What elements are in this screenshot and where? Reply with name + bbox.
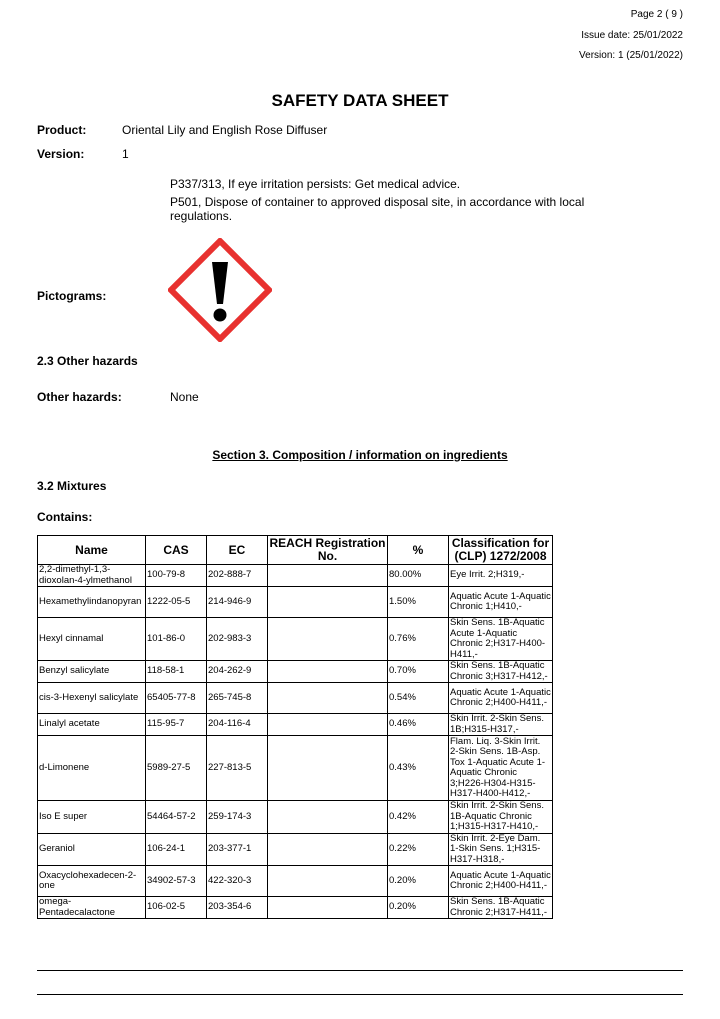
cell-percent: 0.20%	[388, 897, 449, 919]
table-row	[38, 897, 553, 919]
table-row	[38, 661, 553, 683]
cell-ec: 204-262-9	[207, 661, 268, 683]
col-header-ec: EC	[207, 536, 268, 565]
cell-name: Iso E super	[38, 801, 146, 834]
cell-cas: 54464-57-2	[146, 801, 207, 834]
other-hazards-label: Other hazards:	[37, 390, 122, 404]
version-value: 1	[122, 147, 129, 161]
table-row	[38, 683, 553, 714]
cell-name: Benzyl salicylate	[38, 661, 146, 683]
cell-percent: 0.22%	[388, 833, 449, 866]
col-header-cas: CAS	[146, 536, 207, 565]
cell-classification: Eye Irrit. 2;H319,-	[449, 565, 553, 587]
cell-ec: 227-813-5	[207, 736, 268, 801]
cell-percent: 0.70%	[388, 661, 449, 683]
table-row	[38, 801, 553, 834]
footer-rule-top	[37, 970, 683, 971]
cell-name: Oxacyclohexadecen-2-one	[38, 866, 146, 897]
cell-classification: Skin Sens. 1B-Aquatic Chronic 3;H317-H412,-	[449, 661, 553, 683]
cell-classification: Aquatic Acute 1-Aquatic Chronic 2;H400-H411,-	[449, 683, 553, 714]
product-value: Oriental Lily and English Rose Diffuser	[122, 123, 328, 137]
cell-percent: 0.76%	[388, 618, 449, 661]
cell-cas: 5989-27-5	[146, 736, 207, 801]
cell-cas: 118-58-1	[146, 661, 207, 683]
cell-classification: Aquatic Acute 1-Aquatic Chronic 2;H400-H411,-	[449, 866, 553, 897]
cell-cas: 106-02-5	[146, 897, 207, 919]
cell-name: d-Limonene	[38, 736, 146, 801]
cell-classification: Skin Irrit. 2-Skin Sens. 1B;H315-H317,-	[449, 714, 553, 736]
cell-ec: 202-888-7	[207, 565, 268, 587]
issue-date: Issue date: 25/01/2022	[581, 30, 683, 41]
table-row	[38, 736, 553, 801]
cell-reach	[268, 587, 388, 618]
cell-cas: 100-79-8	[146, 565, 207, 587]
cell-classification: Skin Sens. 1B-Aquatic Acute 1-Aquatic Chronic 2;H317-H400-H411,-	[449, 618, 553, 661]
cell-name: omega-Pentadecalactone	[38, 897, 146, 919]
col-header-name: Name	[38, 536, 146, 565]
other-hazards-value: None	[170, 390, 199, 404]
table-row	[38, 565, 553, 587]
pictograms-label: Pictograms:	[37, 289, 107, 303]
cell-percent: 0.46%	[388, 714, 449, 736]
table-row	[38, 587, 553, 618]
cell-reach	[268, 661, 388, 683]
cell-classification: Skin Irrit. 2-Eye Dam. 1-Skin Sens. 1;H315-H317-H318,-	[449, 833, 553, 866]
cell-percent: 0.42%	[388, 801, 449, 834]
cell-percent: 1.50%	[388, 587, 449, 618]
cell-name: Geraniol	[38, 833, 146, 866]
cell-name: cis-3-Hexenyl salicylate	[38, 683, 146, 714]
cell-reach	[268, 866, 388, 897]
mixtures-heading: 3.2 Mixtures	[37, 479, 107, 493]
cell-ec: 422-320-3	[207, 866, 268, 897]
cell-reach	[268, 897, 388, 919]
col-header-classification: Classification for (CLP) 1272/2008	[449, 536, 553, 565]
section-3-title: Section 3. Composition / information on ingredients	[212, 448, 508, 462]
cell-ec: 214-946-9	[207, 587, 268, 618]
cell-cas: 34902-57-3	[146, 866, 207, 897]
cell-ec: 203-377-1	[207, 833, 268, 866]
contains-label: Contains:	[37, 510, 93, 524]
cell-cas: 106-24-1	[146, 833, 207, 866]
cell-reach	[268, 714, 388, 736]
cell-name: Linalyl acetate	[38, 714, 146, 736]
cell-reach	[268, 683, 388, 714]
version-label: Version:	[37, 147, 85, 161]
cell-reach	[268, 736, 388, 801]
other-hazards-heading: 2.3 Other hazards	[37, 354, 138, 368]
cell-name: 2,2-dimethyl-1,3-dioxolan-4-ylmethanol	[38, 565, 146, 587]
footer-rule-bottom	[37, 994, 683, 995]
col-header-percent: %	[388, 536, 449, 565]
col-header-reach: REACH Registration No.	[269, 536, 386, 563]
cell-cas: 65405-77-8	[146, 683, 207, 714]
cell-ec: 259-174-3	[207, 801, 268, 834]
ingredients-table	[37, 535, 553, 919]
cell-classification: Skin Irrit. 2-Skin Sens. 1B-Aquatic Chronic 1;H315-H317-H410,-	[449, 801, 553, 834]
statement-p337: P337/313, If eye irritation persists: Get medical advice.	[170, 177, 461, 191]
cell-percent: 0.20%	[388, 866, 449, 897]
cell-percent: 80.00%	[388, 565, 449, 587]
cell-percent: 0.54%	[388, 683, 449, 714]
table-header-row	[38, 536, 553, 565]
cell-cas: 101-86-0	[146, 618, 207, 661]
cell-name: Hexyl cinnamal	[38, 618, 146, 661]
document-title: SAFETY DATA SHEET	[271, 91, 449, 110]
cell-reach	[268, 565, 388, 587]
cell-classification: Aquatic Acute 1-Aquatic Chronic 1;H410,-	[449, 587, 553, 618]
table-row	[38, 618, 553, 661]
cell-ec: 265-745-8	[207, 683, 268, 714]
cell-ec: 202-983-3	[207, 618, 268, 661]
statement-p501: P501, Dispose of container to approved disposal site, in accordance with local regulations.	[170, 195, 585, 223]
cell-cas: 1222-05-5	[146, 587, 207, 618]
exclamation-mark-icon	[168, 238, 272, 342]
table-row	[38, 714, 553, 736]
cell-percent: 0.43%	[388, 736, 449, 801]
product-label: Product:	[37, 123, 87, 137]
cell-name: Hexamethylindanopyran	[38, 587, 146, 618]
cell-reach	[268, 618, 388, 661]
cell-ec: 203-354-6	[207, 897, 268, 919]
cell-reach	[268, 801, 388, 834]
cell-classification: Skin Sens. 1B-Aquatic Chronic 2;H317-H411,-	[449, 897, 553, 919]
cell-reach	[268, 833, 388, 866]
cell-classification: Flam. Liq. 3-Skin Irrit. 2-Skin Sens. 1B-Asp. Tox 1-Aquatic Acute 1-Aquatic Chronic 3;H226-H304-H315-H317-H400-H412,-	[449, 736, 553, 801]
table-row	[38, 866, 553, 897]
cell-cas: 115-95-7	[146, 714, 207, 736]
version-date: Version: 1 (25/01/2022)	[579, 50, 683, 61]
table-row	[38, 833, 553, 866]
page-number: Page 2 ( 9 )	[630, 9, 683, 20]
cell-ec: 204-116-4	[207, 714, 268, 736]
